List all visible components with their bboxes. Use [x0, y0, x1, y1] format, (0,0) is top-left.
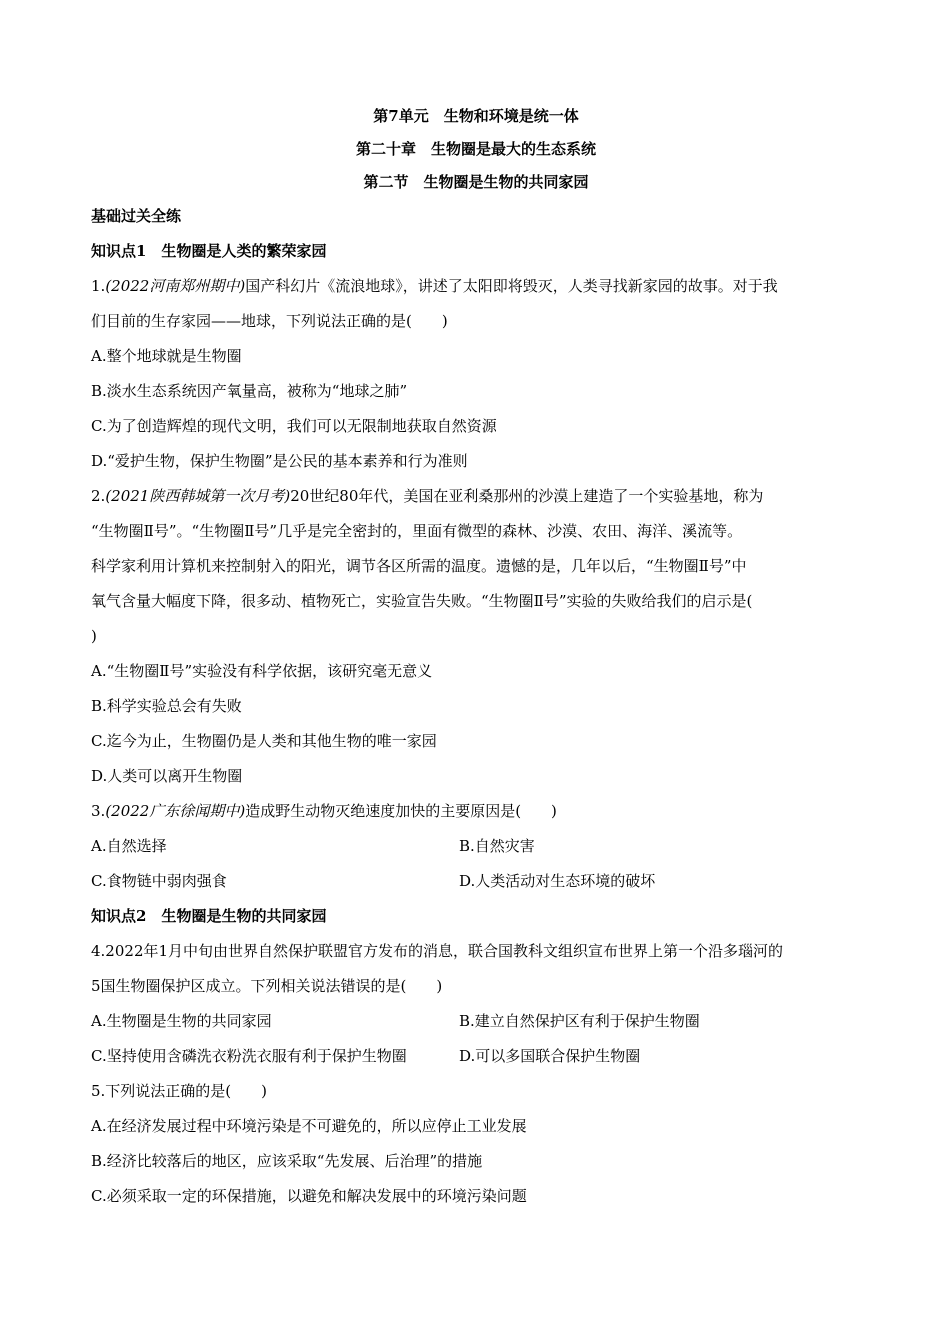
question-2-option-d: D.人类可以离开生物圈 — [91, 767, 243, 785]
knowledge-point-2: 知识点2 生物圈是生物的共同家园 — [91, 907, 327, 925]
question-number: 3. — [91, 802, 106, 820]
question-2-option-a: A.“生物圈Ⅱ号”实验没有科学依据，该研究毫无意义 — [91, 662, 433, 680]
worksheet-page — [91, 100, 861, 1214]
question-source: (2022广东徐闻期中) — [105, 802, 246, 820]
question-2-option-b: B.科学实验总会有失败 — [91, 697, 242, 715]
question-4-options-row-2 — [91, 1039, 861, 1074]
question-2-line-5: ) — [91, 627, 97, 645]
section-title: 第二节 生物圈是生物的共同家园 — [363, 173, 589, 191]
question-2-line-4: 氧气含量大幅度下降，很多动、植物死亡，实验宣告失败。“生物圈Ⅱ号”实验的失败给我们的启示是( — [91, 592, 753, 610]
question-3-option-a: A.自然选择 — [91, 837, 167, 855]
question-4-options-row-1 — [91, 1004, 861, 1039]
question-1-option-c: C.为了创造辉煌的现代文明，我们可以无限制地获取自然资源 — [91, 417, 497, 435]
practice-heading: 基础过关全练 — [91, 207, 182, 225]
question-5-option-c: C.必须采取一定的环保措施，以避免和解决发展中的环境污染问题 — [91, 1187, 527, 1205]
question-1-line-1 — [91, 269, 861, 304]
question-4-line-2: 5国生物圈保护区成立。下列相关说法错误的是( ) — [91, 977, 443, 995]
question-2-line-3: 科学家利用计算机来控制射入的阳光，调节各区所需的温度。遗憾的是，几年以后，“生物圈Ⅱ号”中 — [91, 557, 747, 575]
question-4-option-d: D.可以多国联合保护生物圈 — [459, 1047, 641, 1065]
question-text: 国产科幻片《流浪地球》，讲述了太阳即将毁灭，人类寻找新家园的故事。对于我 — [245, 277, 778, 295]
question-source: (2021陕西韩城第一次月考) — [105, 487, 291, 505]
question-3-option-b: B.自然灾害 — [459, 837, 535, 855]
question-4-line-1: 4.2022年1月中旬由世界自然保护联盟官方发布的消息，联合国教科文组织宣布世界上第一个沿多瑙河的 — [91, 942, 784, 960]
question-4-option-a: A.生物圈是生物的共同家园 — [91, 1012, 272, 1030]
question-text: 造成野生动物灭绝速度加快的主要原因是( ) — [245, 802, 557, 820]
question-3-options-row-1 — [91, 829, 861, 864]
unit-title: 第7单元 生物和环境是统一体 — [373, 107, 579, 125]
question-5-option-a: A.在经济发展过程中环境污染是不可避免的，所以应停止工业发展 — [91, 1117, 527, 1135]
question-1-option-d: D.“爱护生物，保护生物圈”是公民的基本素养和行为准则 — [91, 452, 468, 470]
question-1-line-2: 们目前的生存家园——地球，下列说法正确的是( ) — [91, 312, 448, 330]
question-number: 1. — [91, 277, 106, 295]
question-2-line-1 — [91, 479, 861, 514]
question-source: (2022河南郑州期中) — [105, 277, 246, 295]
question-3-line-1 — [91, 794, 861, 829]
question-5-line-1: 5.下列说法正确的是( ) — [91, 1082, 268, 1100]
chapter-title: 第二十章 生物圈是最大的生态系统 — [355, 140, 596, 158]
question-number: 2. — [91, 487, 106, 505]
question-3-options-row-2 — [91, 864, 861, 899]
question-2-line-2: “生物圈Ⅱ号”。“生物圈Ⅱ号”几乎是完全密封的，里面有微型的森林、沙漠、农田、海洋、溪流等。 — [91, 522, 743, 540]
question-4-option-c: C.坚持使用含磷洗衣粉洗衣服有利于保护生物圈 — [91, 1047, 407, 1065]
question-1-option-a: A.整个地球就是生物圈 — [91, 347, 242, 365]
knowledge-point-1: 知识点1 生物圈是人类的繁荣家园 — [91, 242, 327, 260]
question-3-option-c: C.食物链中弱肉强食 — [91, 872, 227, 890]
question-4-option-b: B.建立自然保护区有利于保护生物圈 — [459, 1012, 700, 1030]
question-2-option-c: C.迄今为止，生物圈仍是人类和其他生物的唯一家园 — [91, 732, 437, 750]
question-3-option-d: D.人类活动对生态环境的破坏 — [459, 872, 656, 890]
question-1-option-b: B.淡水生态系统因产氧量高，被称为“地球之肺” — [91, 382, 408, 400]
question-text: 20世纪80年代，美国在亚利桑那州的沙漠上建造了一个实验基地，称为 — [290, 487, 764, 505]
question-5-option-b: B.经济比较落后的地区，应该采取“先发展、后治理”的措施 — [91, 1152, 483, 1170]
